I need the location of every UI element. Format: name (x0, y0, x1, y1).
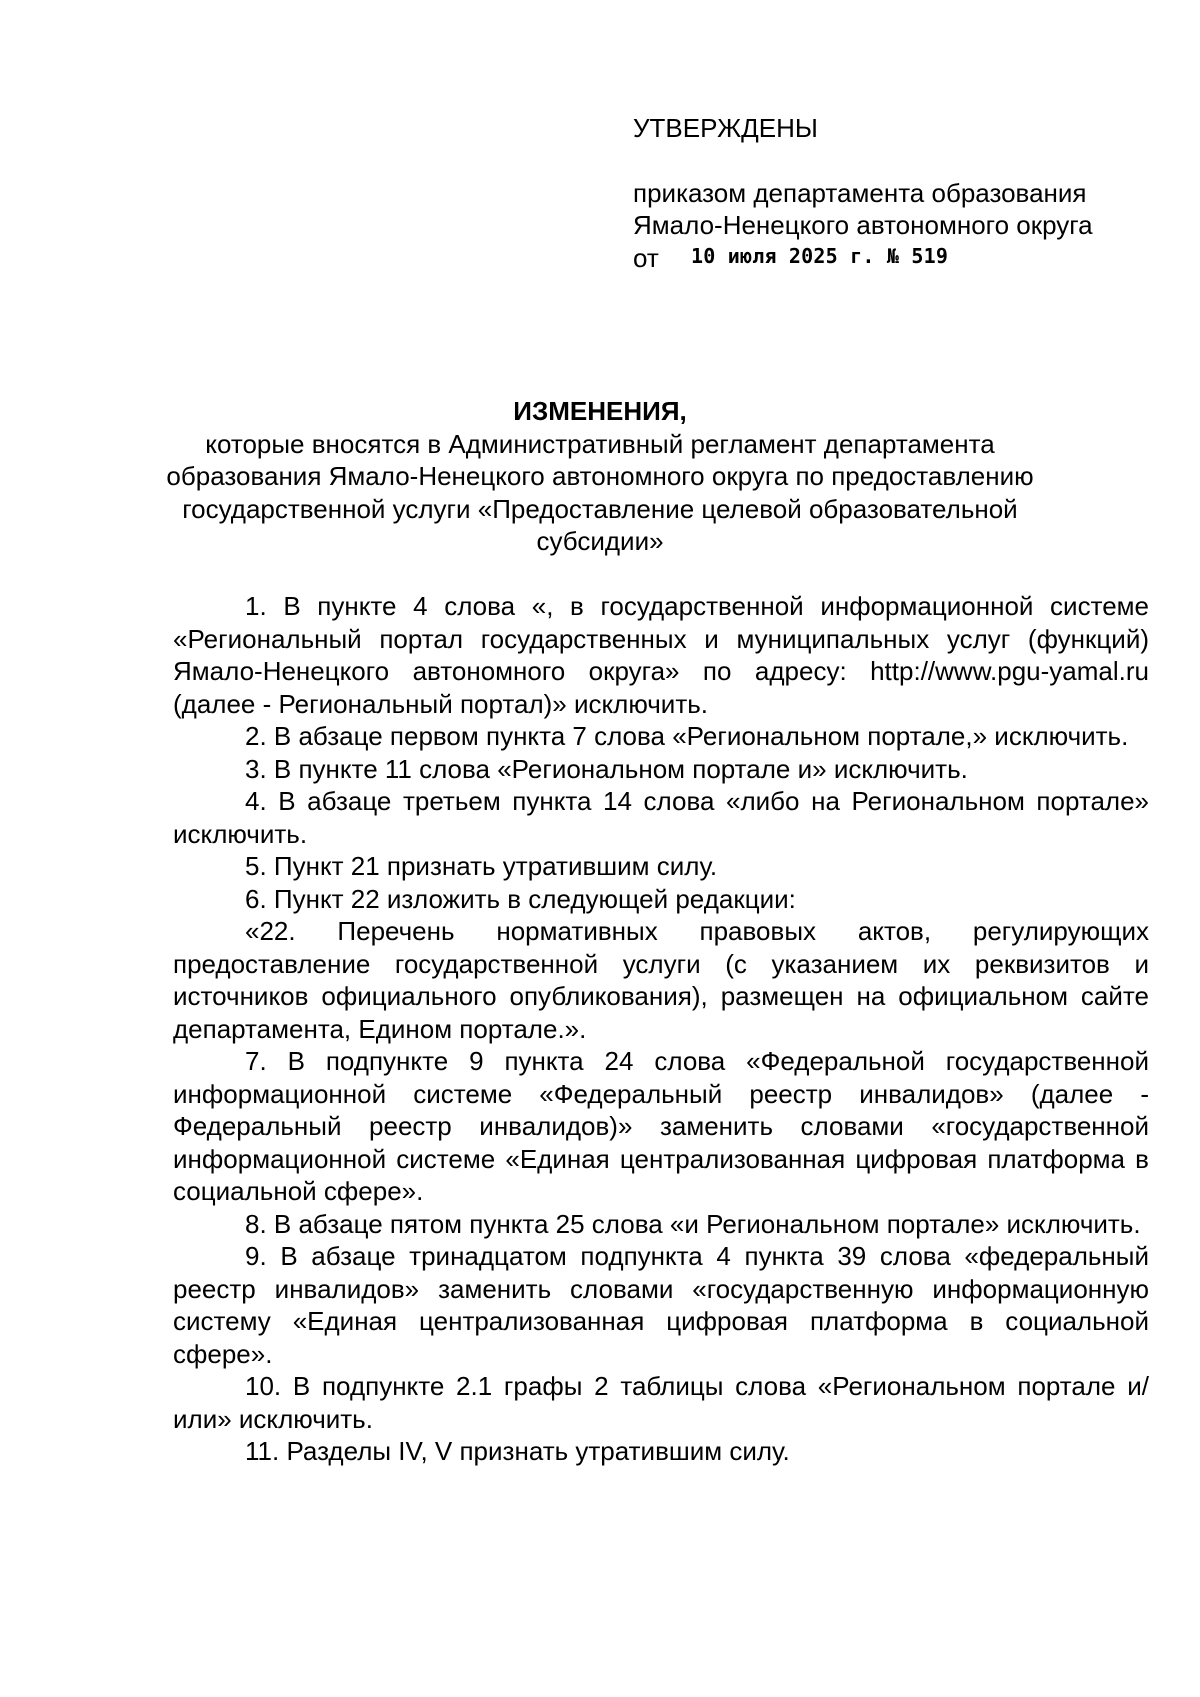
document-body (173, 590, 1149, 1468)
amendment-item: «22. Перечень нормативных правовых актов, регулирующих предоставление государственной услуги (с указанием их реквизитов и источников официального опубликования), размещен на официальном сайте департамента, Едином портале.». (173, 916, 1149, 1044)
order-date-number: 10 июля 2025 г. № 519 (691, 243, 949, 268)
amendment-item: 7. В подпункте 9 пункта 24 слова «Федеральной государственной информационной системе «Федеральный реестр инвалидов» (далее - Федеральный реестр инвалидов)» заменить словами «государственной информационной системе «Единая централизованная цифровая платформа в социальной сфере». (173, 1046, 1149, 1206)
amendment-item: 2. В абзаце первом пункта 7 слова «Региональном портале,» исключить. (245, 721, 1129, 751)
date-prefix: от (633, 242, 659, 273)
amendment-item: 5. Пункт 21 признать утратившим силу. (245, 851, 718, 881)
issuer-line-1: приказом департамента образования (633, 177, 1087, 208)
amendment-item: 8. В абзаце пятом пункта 25 слова «и Региональном портале» исключить. (245, 1208, 1141, 1239)
amendment-item: 1. В пункте 4 слова «, в государственной информационной системе «Региональный портал государственных и муниципальных услуг (функций) Ямало-Ненецкого автономного округа» по адресу: http://www.pgu-yamal.ru (далее - Региональный портал)» исключить. (173, 591, 1149, 719)
amendment-item: 9. В абзаце тринадцатом подпункта 4 пункта 39 слова «федеральный реестр инвалидов» заменить словами «государственную информационную систему «Единая централизованная цифровая платформа в социальной сфере». (173, 1241, 1149, 1369)
amendment-item: 6. Пункт 22 изложить в следующей редакции: (245, 883, 796, 914)
title-subtitle: которые вносятся в Административный регламент департамента образования Ямало-Ненецкого автономного округа по предоставлению государственной услуги «Предоставление целевой образовательной субсидии» (166, 428, 1034, 556)
approval-label: УТВЕРЖДЕНЫ (633, 113, 818, 143)
amendment-item: 10. В подпункте 2.1 графы 2 таблицы слова «Региональном портале и/или» исключить. (173, 1371, 1149, 1434)
amendment-item: 11. Разделы IV, V признать утратившим силу. (245, 1436, 790, 1466)
document-title (150, 395, 1050, 558)
order-date-row (633, 242, 1093, 277)
issuer-line-2: Ямало-Ненецкого автономного округа (633, 210, 1093, 240)
amendment-item: 4. В абзаце третьем пункта 14 слова «либо на Региональном портале» исключить. (173, 786, 1149, 849)
approval-block (633, 112, 1093, 276)
amendment-item: 3. В пункте 11 слова «Региональном портале и» исключить. (245, 753, 968, 784)
title-heading: ИЗМЕНЕНИЯ, (513, 396, 687, 426)
